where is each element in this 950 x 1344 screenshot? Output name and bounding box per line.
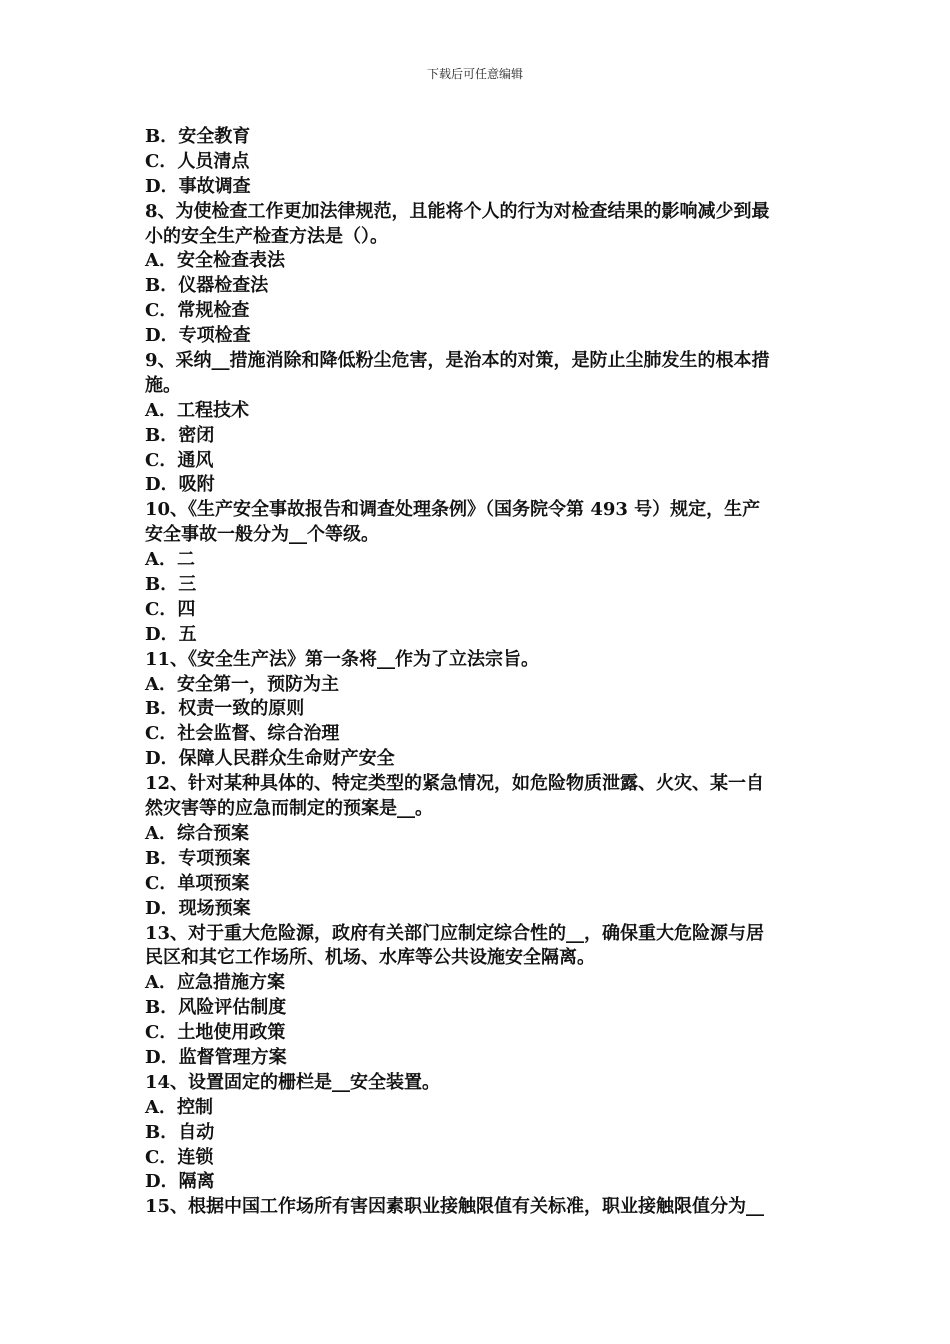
question-15-line-1: 15、根据中国工作场所有害因素职业接触限值有关标准，职业接触限值分为__ xyxy=(145,1196,765,1218)
option-c-q11: C．社会监督、综合治理 xyxy=(145,723,340,745)
question-8-line-1: 8、为使检查工作更加法律规范，且能将个人的行为对检查结果的影响减少到最 xyxy=(145,200,770,222)
option-a-q8: A．安全检查表法 xyxy=(145,250,285,272)
question-9-line-1: 9、采纳__措施消除和降低粉尘危害，是治本的对策，是防止尘肺发生的根本措 xyxy=(145,350,770,372)
option-a-q11: A．安全第一，预防为主 xyxy=(145,673,339,695)
option-d-q11: D．保障人民群众生命财产安全 xyxy=(145,748,395,770)
option-d-q13: D．监督管理方案 xyxy=(145,1046,287,1068)
option-d-q12: D．现场预案 xyxy=(145,897,251,919)
question-14: 14、设置固定的栅栏是__安全装置。 xyxy=(145,1071,441,1093)
option-b-q14: B．自动 xyxy=(145,1121,215,1143)
option-c-q13: C．土地使用政策 xyxy=(145,1022,286,1044)
option-c-q12: C．单项预案 xyxy=(145,872,250,894)
question-12-line-2: 然灾害等的应急而制定的预案是__。 xyxy=(145,798,433,820)
question-10-line-1: 10、《生产安全事故报告和调查处理条例》（国务院令第 493 号）规定，生产 xyxy=(145,499,761,521)
option-c-q8: C．常规检查 xyxy=(145,300,250,322)
option-b-q9: B．密闭 xyxy=(145,424,215,446)
option-a-q13: A．应急措施方案 xyxy=(145,972,285,994)
question-13-line-2: 民区和其它工作场所、机场、水库等公共设施安全隔离。 xyxy=(145,947,595,969)
option-a-q14: A．控制 xyxy=(145,1096,213,1118)
question-10-line-2: 安全事故一般分为__个等级。 xyxy=(145,524,379,546)
option-b-q11: B．权责一致的原则 xyxy=(145,698,305,720)
option-c-q14: C．连锁 xyxy=(145,1146,214,1168)
option-d-q8: D．专项检查 xyxy=(145,325,251,347)
option-b-q12: B．专项预案 xyxy=(145,847,251,869)
question-13-line-1: 13、对于重大危险源，政府有关部门应制定综合性的__，确保重大危险源与居 xyxy=(145,922,765,944)
question-9-line-2: 施。 xyxy=(145,374,181,396)
question-8-line-2: 小的安全生产检查方法是（）。 xyxy=(145,225,388,247)
page-header: 下载后可任意编辑 xyxy=(426,67,523,81)
question-12-line-1: 12、针对某种具体的、特定类型的紧急情况，如危险物质泄露、火灾、某一自 xyxy=(145,773,765,795)
option-a-q12: A．综合预案 xyxy=(145,822,249,844)
option-b-q10: B．三 xyxy=(145,574,197,596)
question-11: 11、《安全生产法》第一条将__作为了立法宗旨。 xyxy=(145,648,540,670)
option-c-q9: C．通风 xyxy=(145,449,214,471)
option-d-q14: D．隔离 xyxy=(145,1171,215,1193)
option-b-q13: B．风险评估制度 xyxy=(145,997,287,1019)
option-a-q9: A．工程技术 xyxy=(145,399,249,421)
option-d-q10: D．五 xyxy=(145,623,197,645)
option-d-q7: D．事故调查 xyxy=(145,175,251,197)
option-d-q9: D．吸附 xyxy=(145,474,215,496)
option-c-q7: C．人员清点 xyxy=(145,150,250,172)
option-c-q10: C．四 xyxy=(145,598,196,620)
document-body xyxy=(145,125,810,1220)
option-b-q8: B．仪器检查法 xyxy=(145,275,269,297)
option-b-q7: B．安全教育 xyxy=(145,126,251,147)
option-a-q10: A．二 xyxy=(145,549,195,571)
